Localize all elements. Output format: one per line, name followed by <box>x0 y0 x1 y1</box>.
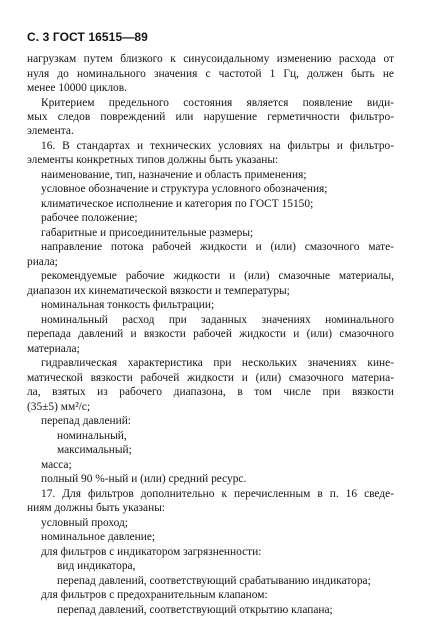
text-line: полный 90 %-ный и (или) средний ресурс. <box>41 473 247 485</box>
text-line: номинальный расход при заданных значениях номинального <box>41 314 394 326</box>
text-line: номинальное давление; <box>41 531 156 543</box>
text-line: для фильтров с предохранительным клапаном: <box>41 589 268 601</box>
text-line: ла, взятых из рабочего диапазона, в том числе при вязкости <box>27 386 394 398</box>
text-line: перепада давлений и вязкости рабочей жидкости и (или) смазочного <box>27 328 394 340</box>
text-line: мых следов повреждений или нарушение герметичности фильтро- <box>27 111 394 123</box>
text-line: ниям должны быть указаны: <box>27 502 166 514</box>
text-line: Критерием предельного состояния является появление види- <box>41 97 394 109</box>
text-line: матической вязкости рабочей жидкости и (или) смазочного материа- <box>27 372 394 384</box>
text-line: номинальный, <box>57 430 127 442</box>
text-line: перепад давлений, соответствующий открытию клапана; <box>57 604 333 616</box>
text-line: направление потока рабочей жидкости и (или) смазочного мате- <box>41 241 394 253</box>
text-line: перепад давлений: <box>41 415 131 427</box>
text-line: 17. Для фильтров дополнительно к перечисленным в п. 16 сведе- <box>41 488 394 500</box>
text-line: рабочее положение; <box>41 212 138 224</box>
text-line: нагрузкам путем близкого к синусоидальному изменению расхода от <box>27 53 394 65</box>
text-line: элемента. <box>27 125 74 137</box>
text-line: наименование, тип, назначение и область применения; <box>41 169 307 181</box>
text-line: элементы конкретных типов должны быть указаны: <box>27 154 279 166</box>
text-line: габаритные и присоединительные размеры; <box>41 227 254 239</box>
text-line: рекомендуемые рабочие жидкости и (или) смазочные материалы, <box>41 270 394 282</box>
text-line: масса; <box>41 459 72 471</box>
page-header: С. 3 ГОСТ 16515—89 <box>27 30 148 44</box>
text-line: материала; <box>27 343 80 355</box>
text-line: климатическое исполнение и категория по ГОСТ 15150; <box>41 198 314 210</box>
text-line: гидравлическая характеристика при нескольких значениях кине- <box>41 357 394 369</box>
text-line: максимальный; <box>57 444 132 456</box>
text-line: условный проход; <box>41 517 128 529</box>
text-line: менее 10000 циклов. <box>27 82 127 94</box>
text-line: перепад давлений, соответствующий срабатыванию индикатора; <box>57 575 371 587</box>
text-line: вид индикатора, <box>57 560 136 572</box>
text-line: (35±5) мм²/с; <box>27 401 90 413</box>
text-line: диапазон их кинематической вязкости и температуры; <box>27 285 290 297</box>
text-line: условное обозначение и структура условного обозначения; <box>41 183 328 195</box>
text-line: 16. В стандартах и технических условиях на фильтры и фильтро- <box>41 140 394 152</box>
text-line: для фильтров с индикатором загрязненности: <box>41 546 262 558</box>
text-line: риала; <box>27 256 58 268</box>
text-line: нуля до номинального значения с частотой 1 Гц, должен быть не <box>27 68 394 80</box>
text-line: номинальная тонкость фильтрации; <box>41 299 215 311</box>
